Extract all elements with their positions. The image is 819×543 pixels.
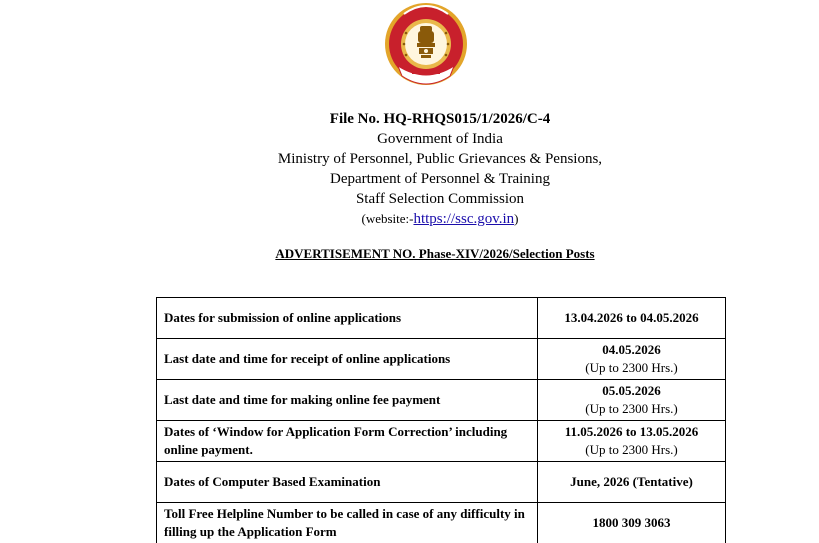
schedule-label: Dates of ‘Window for Application Form Correction’ including online payment. bbox=[157, 421, 538, 462]
table-row bbox=[157, 421, 726, 462]
schedule-time-note: (Up to 2300 Hrs.) bbox=[585, 401, 678, 416]
schedule-label: Last date and time for making online fee payment bbox=[157, 380, 538, 421]
schedule-date: 05.05.2026 bbox=[602, 383, 661, 398]
schedule-time-note: (Up to 2300 Hrs.) bbox=[585, 360, 678, 375]
table-row bbox=[157, 298, 726, 339]
department-line: Department of Personnel & Training bbox=[330, 171, 550, 187]
helpline-number: 1800 309 3063 bbox=[592, 515, 671, 530]
table-row bbox=[157, 462, 726, 503]
schedule-label: Dates of Computer Based Examination bbox=[157, 462, 538, 503]
ssc-logo bbox=[384, 0, 468, 92]
schedule-value bbox=[538, 503, 726, 543]
table-row bbox=[157, 380, 726, 421]
table-row bbox=[157, 503, 726, 543]
schedule-value bbox=[538, 462, 726, 503]
schedule-value bbox=[538, 421, 726, 462]
schedule-table bbox=[156, 297, 726, 543]
schedule-value bbox=[538, 298, 726, 339]
schedule-value bbox=[538, 380, 726, 421]
ssc-emblem-icon bbox=[384, 0, 468, 92]
schedule-date: June, 2026 (Tentative) bbox=[570, 474, 693, 489]
website-suffix: ) bbox=[514, 211, 519, 226]
schedule-date: 11.05.2026 to 13.05.2026 bbox=[564, 424, 699, 439]
government-line: Government of India bbox=[377, 131, 503, 147]
commission-line: Staff Selection Commission bbox=[355, 191, 525, 207]
schedule-label: Toll Free Helpline Number to be called in case of any difficulty in filling up the Application Form bbox=[157, 503, 538, 543]
schedule-date: 04.05.2026 bbox=[602, 342, 661, 357]
schedule-date: 13.04.2026 to 04.05.2026 bbox=[564, 310, 699, 325]
website-link[interactable]: https://ssc.gov.in bbox=[413, 211, 515, 227]
schedule-label: Last date and time for receipt of online applications bbox=[157, 339, 538, 380]
schedule-label: Dates for submission of online applications bbox=[157, 298, 538, 339]
advertisement-number: ADVERTISEMENT NO. Phase-XIV/2026/Selection Posts bbox=[275, 246, 595, 261]
table-row bbox=[157, 339, 726, 380]
ministry-line: Ministry of Personnel, Public Grievances & Pensions, bbox=[277, 151, 603, 167]
document-header bbox=[0, 109, 819, 229]
file-number: File No. HQ-RHQS015/1/2026/C-4 bbox=[329, 111, 551, 127]
website-prefix: (website:- bbox=[361, 211, 414, 226]
schedule-time-note: (Up to 2300 Hrs.) bbox=[585, 442, 678, 457]
website-line bbox=[0, 209, 819, 229]
schedule-value bbox=[538, 339, 726, 380]
